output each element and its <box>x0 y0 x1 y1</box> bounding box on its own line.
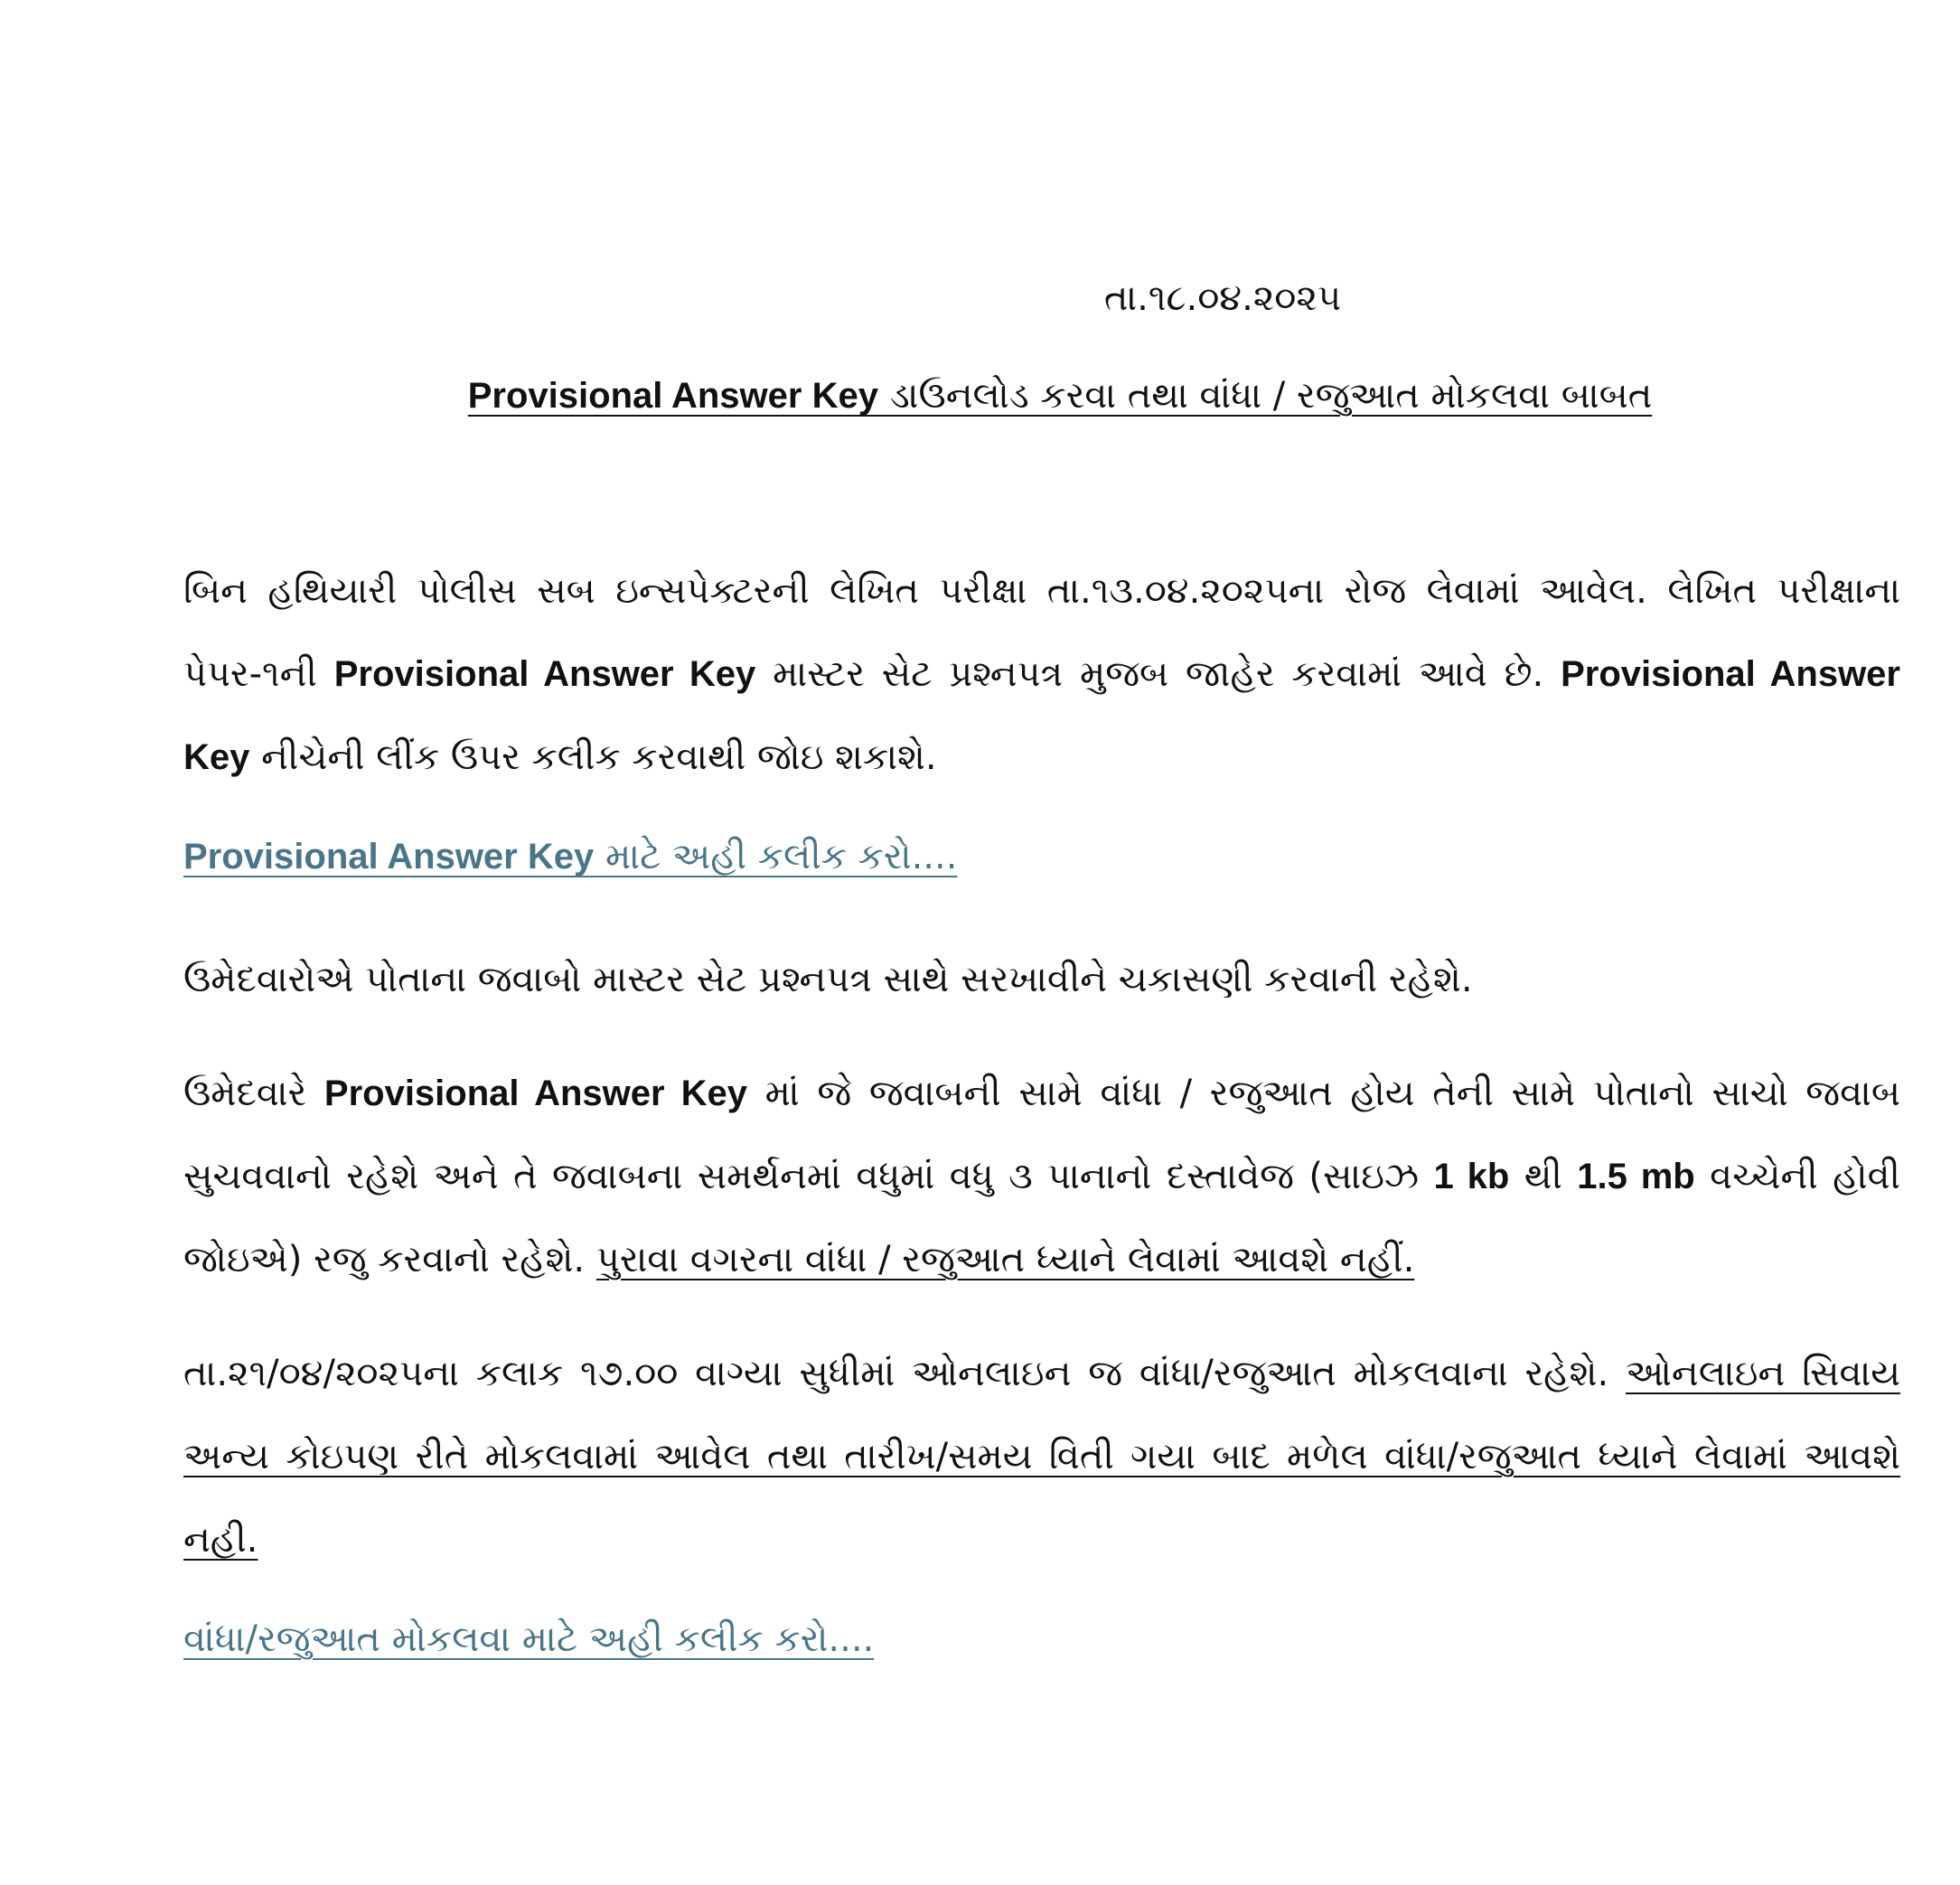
para1-part1: બિન હથિયારી પોલીસ સબ ઇન્સપેક્ટરની લેખિત પરીક્ષા તા.૧૩.૦૪.૨૦૨૫ના રોજ લેવામાં આવેલ. લેખિત પરીક્ષાના પેપર-૧ની <box>183 570 1900 695</box>
answer-key-link-term: Provisional Answer Key <box>183 837 595 877</box>
notice-date: તા.૧૮.૦૪.૨૦૨૫ <box>1103 277 1342 319</box>
para4-part1: તા.૨૧/૦૪/૨૦૨૫ના કલાક ૧૭.૦૦ વાગ્યા સુધીમાં ઓનલાઇન જ વાંધા/રજુઆત મોકલવાના રહેશે. <box>183 1353 1627 1394</box>
notice-document <box>183 271 1900 1721</box>
paragraph-compare-answers: ઉમેદવારોએ પોતાના જવાબો માસ્ટર સેટ પ્રશ્નપત્ર સાથે સરખાવીને ચકાસણી કરવાની રહેશે. <box>183 959 1473 1000</box>
notice-title-text <box>468 375 1653 417</box>
paragraph-objection-instructions <box>183 1052 1900 1301</box>
title-gujarati: ડાઉનલોડ કરવા તથા વાંધા / રજુઆત મોકલવા બાબત <box>877 375 1653 417</box>
para1-part2: માસ્ટર સેટ પ્રશ્નપત્ર મુજબ જાહેર કરવામાં આવે છે. <box>755 653 1561 695</box>
para3-part3: થી <box>1509 1156 1578 1197</box>
objection-link-row <box>183 1612 1900 1666</box>
para3-warning: પુરાવા વગરના વાંધા / રજુઆત ધ્યાને લેવામાં આવશે નહીં. <box>596 1239 1415 1280</box>
para1-part3: નીચેની લીંક ઉપર કલીક કરવાથી જોઇ શકાશે. <box>249 736 937 778</box>
para1-key-term-1: Provisional Answer Key <box>333 654 756 694</box>
notice-title <box>183 369 1900 423</box>
title-key-term: Provisional Answer Key <box>467 376 878 416</box>
paragraph-exam-info <box>183 549 1900 799</box>
para3-part1: ઉમેદવારે <box>183 1073 324 1114</box>
para3-key-term: Provisional Answer Key <box>324 1074 747 1113</box>
objection-submit-link[interactable]: વાંધા/રજુઆત મોકલવા માટે અહી કલીક કરો.... <box>183 1618 875 1660</box>
para3-part2: માં જે જવાબની સામે વાંધા / રજુઆત હોય તેની સામે પોતાનો સાચો જવાબ સુચવવાનો રહેશે અને તે જવાબના સમર્થનમાં વધુમાં વધુ ૩ પાનાનો દસ્તાવેજ (સાઇઝ <box>183 1073 1900 1197</box>
para3-size-min: 1 kb <box>1433 1157 1510 1196</box>
para4-warning: ઓનલાઇન સિવાય અન્ય કોઇપણ રીતે મોકલવામાં આવેલ તથા તારીખ/સમય વિતી ગયા બાદ મળેલ વાંધા/રજુઆત ધ્યાને લેવામાં આવશે નહી. <box>183 1353 1901 1561</box>
para1-key-term-2: Provisional Answer Key <box>183 654 1900 777</box>
para3-part4: વચ્ચેની હોવી જોઇએ) રજુ કરવાનો રહેશે. <box>183 1156 1900 1280</box>
answer-key-link-row <box>183 830 1900 884</box>
answer-key-link-text: માટે અહી કલીક કરો.... <box>594 836 958 877</box>
paragraph-deadline <box>183 1332 1900 1581</box>
para3-size-max: 1.5 mb <box>1577 1157 1695 1196</box>
answer-key-link[interactable] <box>183 830 957 884</box>
